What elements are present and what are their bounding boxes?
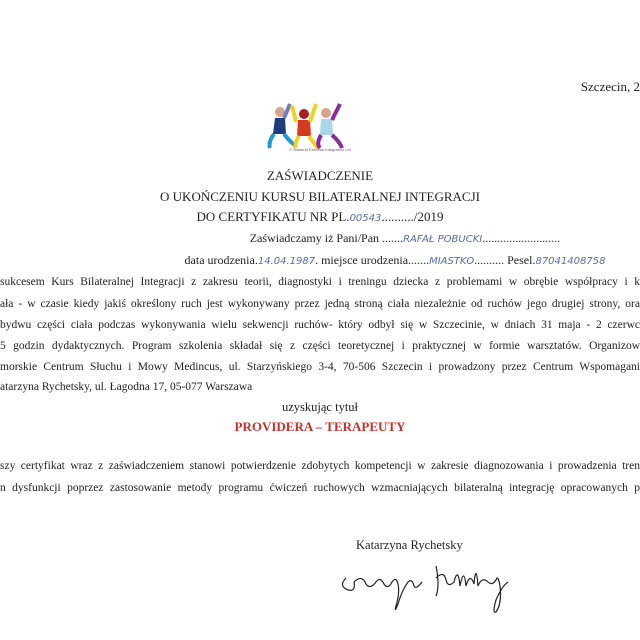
cert-number: 00543 xyxy=(349,213,382,224)
obtaining-label: uzyskując tytuł xyxy=(281,400,359,414)
birth-date: 14.04.1987 xyxy=(257,256,316,267)
document-subtitle: O UKOŃCZENIU KURSU BILATERALNEJ INTEGRACJI xyxy=(160,189,480,204)
signatory-name: Katarzyna Rychetsky xyxy=(356,538,463,552)
place-date: Szczecin, 2 xyxy=(580,79,640,94)
dots: .......................... xyxy=(482,231,561,245)
dots: .......... xyxy=(381,209,414,224)
certificate-number-line xyxy=(0,209,640,227)
signature xyxy=(336,556,521,616)
cert-suffix: /2019 xyxy=(413,209,444,224)
body-line: ała - w czasie kiedy jakiś określony ruch jest wykonywany przez jedną stroną ciała niezależnie od ruchów jego drugiej strony, ora xyxy=(0,298,640,310)
person-name: RAFAŁ POBUCKI xyxy=(403,234,483,245)
awarded-title: PROVIDERA – TERAPEUTY xyxy=(234,419,406,434)
document-title: ZAŚWIADCZENIE xyxy=(266,168,374,183)
intro-label: Zaświadczamy iż Pani/Pan xyxy=(249,231,383,245)
closing-line: n dysfunkcji poprzez zastosowanie metody programu ćwiczeń ruchowych wzmacniających bilateralną integrację opracowanych p xyxy=(0,482,640,494)
bilateral-integration-logo xyxy=(266,98,348,150)
birth-label: data urodzenia. xyxy=(184,253,258,267)
body-line: sukcesem Kurs Bilateralnej Integracji z zakresu teorii, diagnostyki i treningu dziecka z problemami w obrębie współpracy i k xyxy=(0,276,640,288)
body-line: 5 godzin dydaktycznych. Program szkolenia składał się z części teoretycznej i praktycznej w formie warsztatów. Organizow xyxy=(0,340,640,352)
person-name-line xyxy=(170,230,640,248)
closing-line: szy certyfikat wraz z zaświadczeniem stanowi potwierdzenie zdobytych kompetencji w zakresie diagnozowania i prowadzenia tren xyxy=(0,460,640,472)
body-line: morskie Centrum Słuchu i Mowy Medincus, ul. Starzyńskiego 3-4, 70-506 Szczecin i prowadzony przez Centrum Wspomagani xyxy=(0,361,640,373)
logo-caption: © Bilateral Exercise Integration Ltd xyxy=(289,147,351,152)
cert-prefix: DO CERTYFIKATU NR PL. xyxy=(196,209,350,224)
pesel: 87041408758 xyxy=(535,256,606,267)
body-line: atarzyna Rychetsky, ul. Łagodna 17, 05-077 Warszawa xyxy=(0,381,253,393)
birth-place: MIASTKO xyxy=(429,256,475,267)
body-line: bydwu części ciała podczas wykonywania wielu sekwencji ruchów- który odbył się w Szczecinie, w dniach 31 maja - 2 czerwc xyxy=(0,319,640,331)
dots: ....... xyxy=(382,231,404,245)
place-label: . miejsce urodzenia....... xyxy=(315,253,430,267)
pesel-label: .......... Pesel. xyxy=(474,253,536,267)
birth-details-line xyxy=(150,252,640,270)
